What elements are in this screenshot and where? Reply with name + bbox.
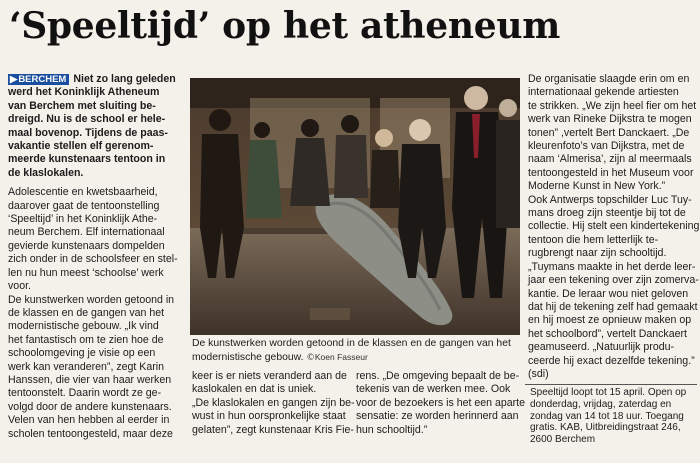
lead-line: de klaslokalen. bbox=[8, 166, 84, 179]
info-box bbox=[530, 387, 698, 446]
info-line: gratis. KAB, Uitbreidingstraat 246, bbox=[530, 422, 681, 434]
info-line: 2600 Berchem bbox=[530, 434, 596, 446]
info-divider bbox=[525, 384, 697, 385]
body-line: voor de bezoekers is het een aparte bbox=[356, 396, 526, 409]
column-1 bbox=[8, 73, 178, 441]
body-line: voor. bbox=[8, 280, 31, 293]
body-line: tekenis van de werken mee. Ook bbox=[356, 383, 511, 396]
body-line: Hanssen, die vier van haar werken bbox=[8, 373, 172, 386]
body-line: gevierde kunstenaars dompelden bbox=[8, 239, 165, 252]
body-line: tentoongesteld in het Museum voor bbox=[528, 166, 694, 179]
body-line: kantie. De leraar wou niet geloven bbox=[528, 287, 689, 300]
place-arrow-icon: ▶ bbox=[10, 74, 18, 85]
body-line: Adolescentie en kwetsbaarheid, bbox=[8, 186, 158, 199]
body-line: neum Berchem. Elf internationaal bbox=[8, 226, 165, 239]
body-line: hun schooltijd.” bbox=[356, 423, 428, 436]
body-line: dat hij de tekening zelf had gemaakt bbox=[528, 300, 698, 313]
body-line: scholen tentoongesteld, maar deze bbox=[8, 427, 173, 440]
body-line: modernistische gebouw. „Ik vind bbox=[8, 320, 159, 333]
lead-line: dreigd. Nu is de school er hele- bbox=[8, 113, 166, 126]
lead-line: maal bovenop. Tijdens de paas- bbox=[8, 126, 168, 139]
body-line: werk kan veranderen”, zegt Karin bbox=[8, 360, 165, 373]
body-line: kleurenfoto’s van Dijkstra, met de bbox=[528, 140, 685, 153]
photo-credit bbox=[306, 352, 367, 362]
body-line: ceerde hij exact dezelfde tekening.” bbox=[528, 354, 695, 367]
body-line: Ook Antwerps topschilder Luc Tuy- bbox=[528, 193, 692, 206]
body-line: len nu hun meest ‘schoolse’ werk bbox=[8, 266, 164, 279]
body-line: tentoonstelt. Daarin wordt ze ge- bbox=[8, 387, 162, 400]
body-line: het fantastisch om te zien hoe de bbox=[8, 333, 164, 346]
body-line: wust in hun oorspronkelijke staat bbox=[192, 410, 346, 423]
body-line: kaslokalen en dat is uniek. bbox=[192, 383, 317, 396]
lead-paragraph bbox=[8, 73, 178, 180]
body-line: naam ‘Almerisa’, zijn al meermaals bbox=[528, 153, 692, 166]
body-line: „Tuymans maakte in het derde leer- bbox=[528, 260, 696, 273]
body-line: rens. „De omgeving bepaalt de be- bbox=[356, 370, 520, 382]
body-line: ‘Speeltijd’ in het Koninklijk Athe- bbox=[8, 213, 158, 226]
lead-line: van Berchem met sluiting be- bbox=[8, 99, 156, 112]
body-line: De organisatie slaagde erin om en bbox=[528, 73, 690, 85]
body-line: De kunstwerken worden getoond in bbox=[8, 293, 175, 306]
body-line: daarover gaat de tentoonstelling bbox=[8, 199, 160, 212]
body-line: keer is er niets veranderd aan de bbox=[192, 370, 347, 382]
body-line: gelaten”, zegt kunstenaar Kris Fie- bbox=[192, 423, 354, 436]
body-text-col1 bbox=[8, 186, 178, 441]
lead-line-text: Niet zo lang geleden bbox=[73, 73, 176, 85]
body-line: volgd door de andere kunstenaars. bbox=[8, 400, 172, 413]
body-line: rugbrengt naar zijn schooltijd. bbox=[528, 247, 667, 260]
column-4 bbox=[528, 73, 699, 381]
body-line: werk van Rineke Dijkstra te mogen bbox=[528, 113, 692, 126]
body-line: zich onder in de schoolsfeer en stel- bbox=[8, 253, 178, 266]
caption-line-text: modernistische gebouw. bbox=[192, 351, 304, 363]
caption-line: De kunstwerken worden getoond in de klassen en de gangen van het bbox=[192, 338, 511, 349]
body-line: de klassen en de gangen van het bbox=[8, 306, 165, 319]
body-line: sensatie: ze worden herinnerd aan bbox=[356, 410, 519, 423]
info-line: zondag van 14 tot 18 uur. Toegang bbox=[530, 410, 684, 422]
column-2 bbox=[192, 370, 355, 437]
place-label: BERCHEM bbox=[18, 74, 67, 85]
column-3 bbox=[356, 370, 525, 437]
lead-line: werd het Koninklijk Atheneum bbox=[8, 86, 160, 99]
body-line: (sdi) bbox=[528, 367, 549, 380]
article-photo bbox=[190, 78, 520, 335]
headline: ‘Speeltijd’ op het atheneum bbox=[9, 5, 560, 47]
info-line: Speeltijd loopt tot 15 april. Open op bbox=[530, 387, 687, 398]
photo-illustration bbox=[190, 78, 520, 335]
lead-line: meerde kunstenaars tentoon in bbox=[8, 153, 166, 166]
caption-line bbox=[192, 351, 522, 365]
body-line: mans droeg zijn steentje bij tot de bbox=[528, 207, 686, 220]
place-tag bbox=[8, 74, 69, 85]
body-line: te strikken. „We zijn heel fier om het bbox=[528, 99, 697, 112]
body-line: internationaal gekende artiesten bbox=[528, 86, 679, 99]
lead-line bbox=[8, 73, 178, 86]
body-line: tentoon die hem letterlijk te- bbox=[528, 233, 659, 246]
lead-line: vakantie stellen elf gerenom- bbox=[8, 140, 154, 153]
copyright-icon: © bbox=[306, 352, 315, 363]
body-line: Velen van hen hebben al eerder in bbox=[8, 414, 170, 427]
body-line: Moderne Kunst in New York.” bbox=[528, 180, 666, 193]
body-line: het schoolbord”, vertelt Danckaert bbox=[528, 327, 687, 340]
body-line: geamuseerd. „Natuurlijk produ- bbox=[528, 341, 675, 354]
body-line: tonen” ,vertelt Bert Danckaert. „De bbox=[528, 126, 690, 139]
photo-credit-name: Koen Fasseur bbox=[314, 351, 368, 362]
body-line: schoolomgeving je visie op een bbox=[8, 347, 156, 360]
body-line: en hij moest ze opnieuw maken op bbox=[528, 314, 692, 327]
body-line: „De klaslokalen en gangen zijn be- bbox=[192, 396, 355, 409]
info-line: donderdag, vrijdag, zaterdag en bbox=[530, 398, 672, 410]
body-line: collectie. Hij stelt een kindertekening bbox=[528, 220, 700, 233]
photo-caption bbox=[192, 338, 522, 365]
body-line: jaar een tekening over zijn zomerva- bbox=[528, 274, 699, 287]
